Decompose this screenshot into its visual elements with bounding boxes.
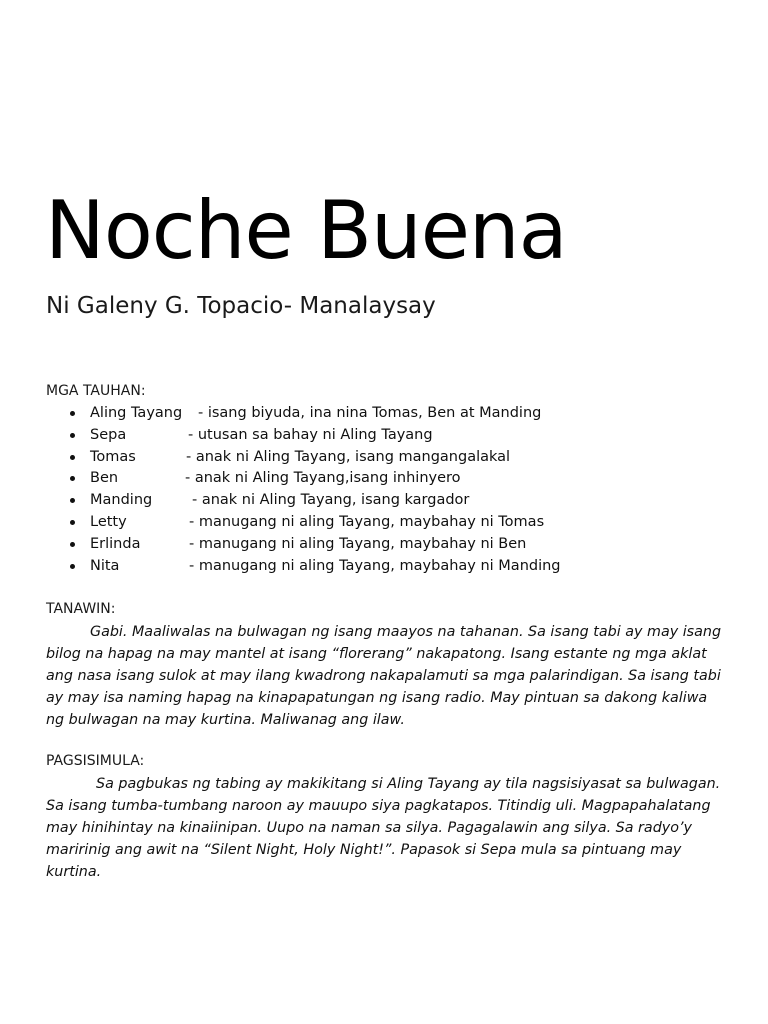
character-description: - utusan sa bahay ni Aling Tayang <box>188 426 433 443</box>
bullet-icon <box>70 498 75 503</box>
opening-paragraph: Sa pagbukas ng tabing ay makikitang si Aling Tayang ay tila nagsisiyasat sa bulwagan. Sa isang tumba-tumbang naroon ay mauupo siya pagkatapos. Titindig uli. Magpapahalatang may hinihintay na kinaiinipan. Uupo na naman sa silya. Pagagalawin ang silya. Sa radyo’y maririnig ang awit na “Silent Night, Holy Night!”. Papasok si Sepa mula sa pintuang may kurtina. <box>46 776 721 880</box>
bullet-icon <box>70 411 75 416</box>
character-description: - isang biyuda, ina nina Tomas, Ben at Manding <box>198 405 542 421</box>
character-name: Manding <box>90 492 153 509</box>
bullet-icon <box>70 433 75 438</box>
author-line: Ni Galeny G. Topacio- Manalaysay <box>46 293 436 319</box>
character-name: Ben <box>90 470 119 487</box>
character-description: - anak ni Aling Tayang,isang inhinyero <box>185 470 461 487</box>
setting-paragraph: Gabi. Maaliwalas na bulwagan ng isang maayos na tahanan. Sa isang tabi ay may isang bilog na hapag na may mantel at isang “florerang” nakapatong. Isang estante ng mga aklat ang nasa isang sulok at may ilang kwadrong nakapalamuti sa mga palarindigan. Sa isang tabi ay may isa naming hapag na kinapapatungan ng isang radio. May pintuan sa dakong kaliwa ng bulwagan na may kurtina. Maliwanag ang ilaw. <box>46 624 722 728</box>
character-name: Tomas <box>90 448 136 465</box>
bullet-icon <box>70 542 75 547</box>
bullet-icon <box>70 476 75 481</box>
bullet-icon <box>70 455 75 460</box>
bullet-icon <box>70 520 75 525</box>
character-description: - anak ni Aling Tayang, isang mangangalakal <box>186 448 511 465</box>
document-title: Noche Buena <box>45 184 567 277</box>
opening-heading: PAGSISIMULA: <box>46 753 145 769</box>
character-name: Aling Tayang <box>90 405 183 421</box>
character-description: - anak ni Aling Tayang, isang kargador <box>192 492 470 509</box>
bullet-icon <box>70 564 75 569</box>
character-description: - manugang ni aling Tayang, maybahay ni Tomas <box>189 513 545 530</box>
character-name: Letty <box>90 513 127 530</box>
setting-heading: TANAWIN: <box>46 601 116 617</box>
character-description: - manugang ni aling Tayang, maybahay ni Manding <box>189 557 561 574</box>
character-name: Sepa <box>90 426 127 443</box>
characters-heading: MGA TAUHAN: <box>46 383 146 399</box>
character-name: Erlinda <box>90 535 141 552</box>
character-name: Nita <box>90 557 120 574</box>
character-description: - manugang ni aling Tayang, maybahay ni Ben <box>189 535 527 552</box>
